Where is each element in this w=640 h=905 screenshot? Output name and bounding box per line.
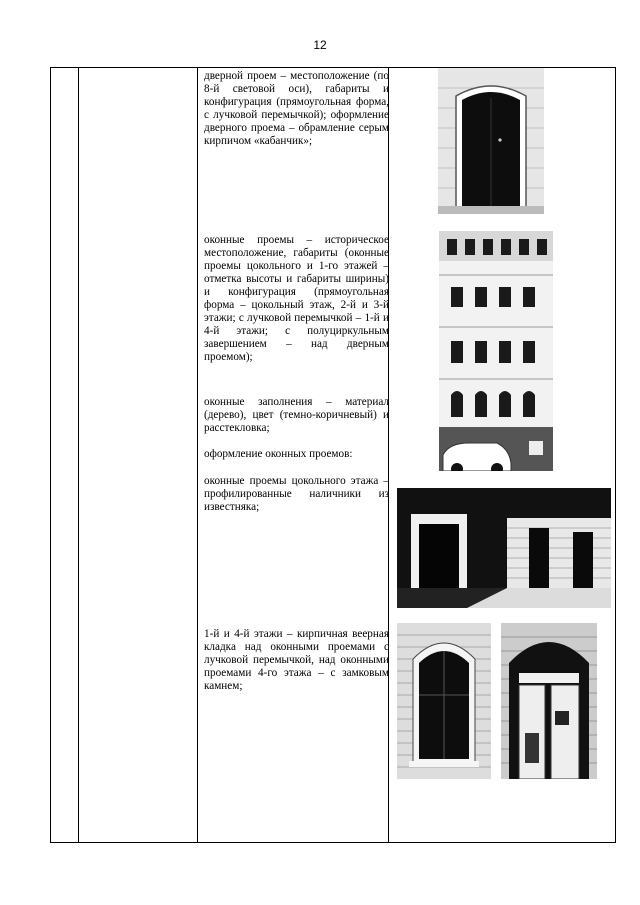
- column-divider: [197, 68, 198, 842]
- heritage-table: [50, 67, 616, 843]
- page-number: 12: [313, 38, 327, 52]
- paragraph-door: дверной проем – местоположение (по 8-й световой оси), габариты и конфигурация (прямоугольная форма, с лучковой перемычкой); оформление дверного проема – обрамление серым кирпичом «кабанчик»;: [204, 70, 389, 147]
- basement-window-photo: [397, 488, 611, 608]
- arched-doorway-photo: [501, 623, 597, 779]
- paragraph-windows: оконные проемы – историческое местоположение, габариты (оконные проемы цокольного и 1-го этажей – отметка высоты и габариты ширины) и конфигурация (прямоугольная форма – цокольный этаж, 2-й и 3-й этажи; с лучковой перемычкой – 1-й и 4-й этажи; с полуциркульным завершением – над дверным проемом);: [204, 234, 389, 363]
- door-photo: [438, 68, 544, 214]
- paragraph-window-decoration: оформление оконных проемов:: [204, 448, 353, 460]
- window-arch-photo: [397, 623, 491, 779]
- column-divider: [78, 68, 79, 842]
- paragraph-floors: 1-й и 4-й этажи – кирпичная веерная кладка над оконными проемами с лучковой перемычкой, над оконными проемами 4-го этажа – с замковым камнем;: [204, 628, 389, 692]
- paragraph-window-fillings: оконные заполнения – материал (дерево), цвет (темно-коричневый) и расстекловка;: [204, 396, 389, 434]
- facade-photo: [439, 231, 553, 471]
- paragraph-basement-windows: оконные проемы цокольного этажа – профилированные наличники из известняка;: [204, 475, 389, 513]
